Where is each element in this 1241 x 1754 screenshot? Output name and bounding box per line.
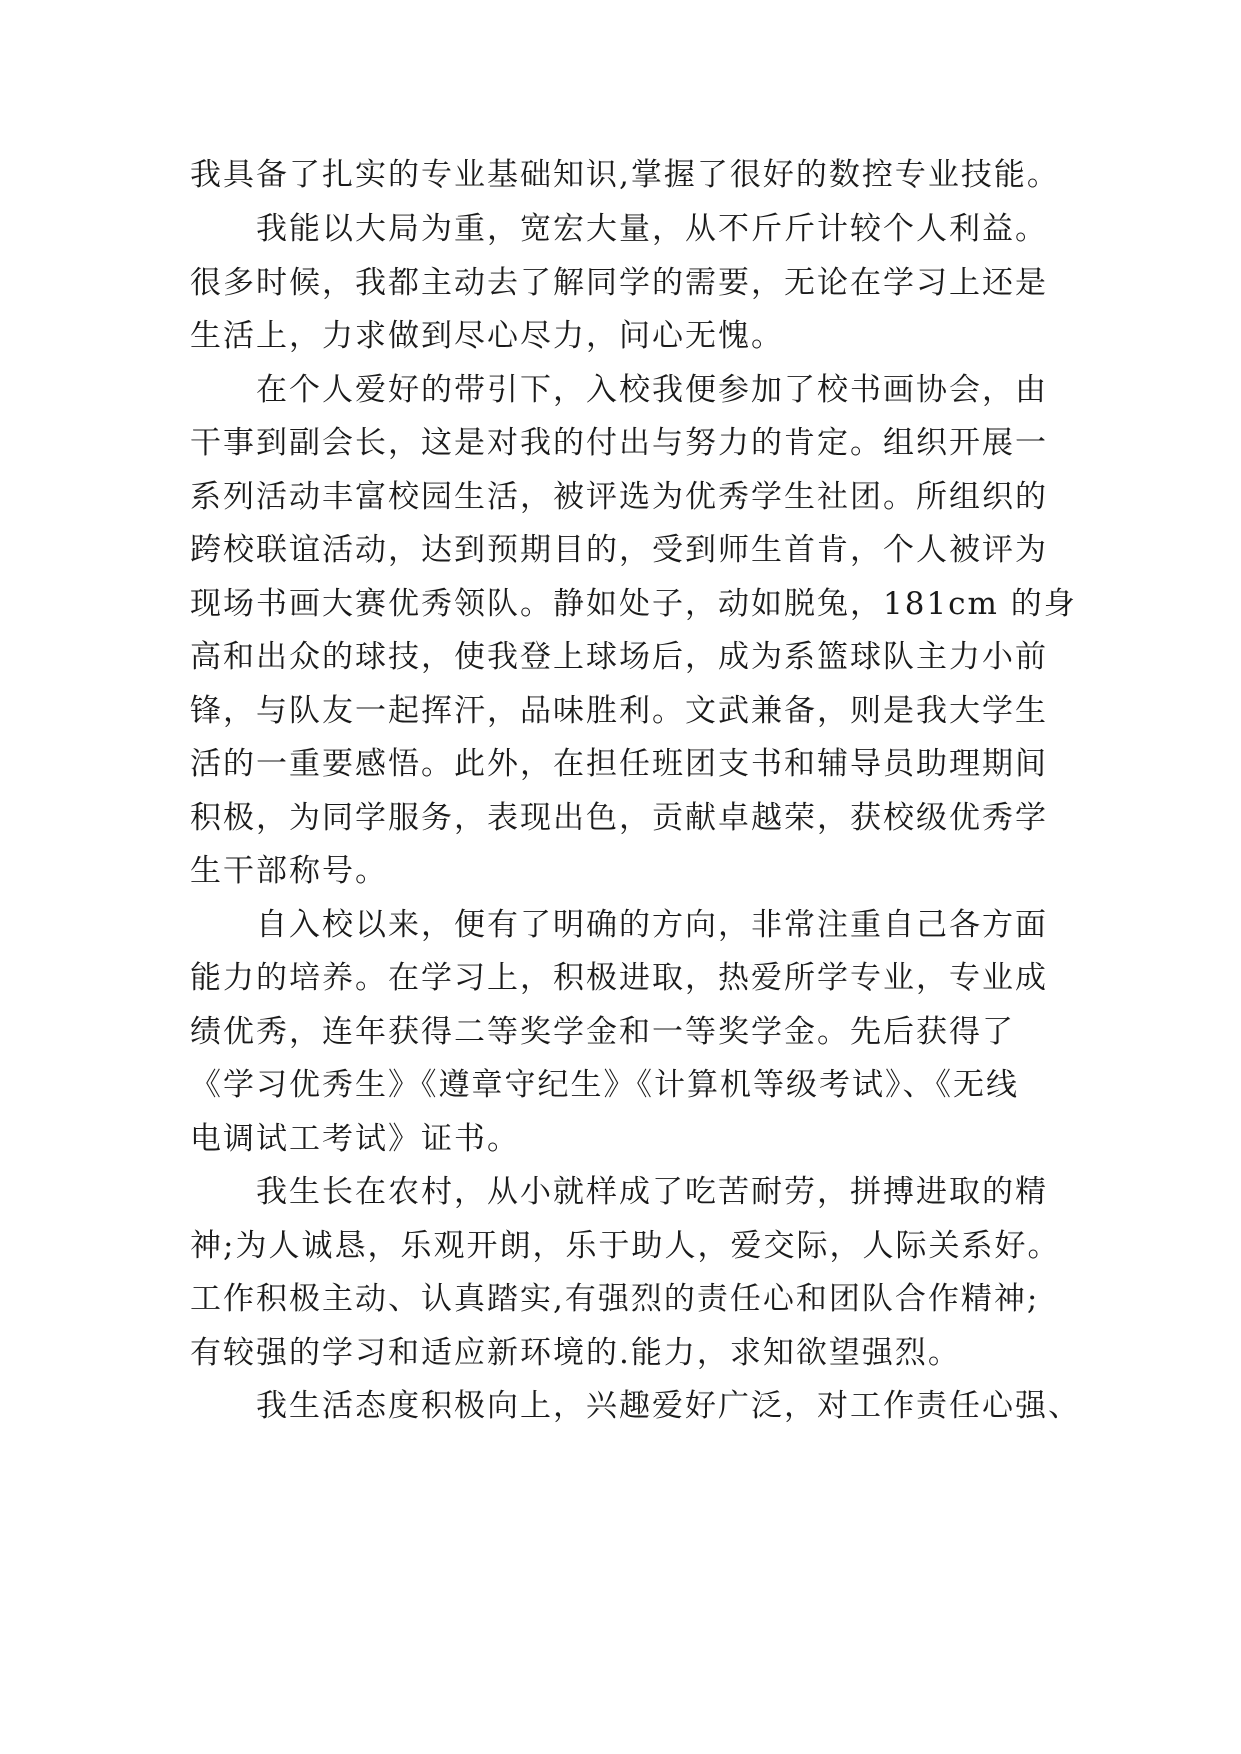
text-line-1: 我具备了扎实的专业基础知识,掌握了很好的数控专业技能。: [190, 157, 1060, 193]
text-line-22: 工作积极主动、认真踏实,有强烈的责任心和团队合作精神;: [190, 1281, 1040, 1317]
text-line-7: 系列活动丰富校园生活，被评选为优秀学生社团。所组织的: [190, 479, 1048, 515]
text-line-17: 绩优秀，连年获得二等奖学金和一等奖学金。先后获得了: [190, 1014, 1015, 1050]
text-line-8: 跨校联谊活动，达到预期目的，受到师生首肯，个人被评为: [190, 532, 1048, 568]
text-line-21: 神;为人诚恳，乐观开朗，乐于助人，爱交际，人际关系好。: [190, 1228, 1061, 1264]
text-line-15: 自入校以来，便有了明确的方向，非常注重自己各方面: [190, 907, 1048, 943]
text-line-13: 积极，为同学服务，表现出色，贡献卓越荣，获校级优秀学: [190, 800, 1048, 836]
text-line-2: 我能以大局为重，宽宏大量，从不斤斤计较个人利益。: [190, 211, 1048, 247]
text-line-20: 我生长在农村，从小就样成了吃苦耐劳，拼搏进取的精: [190, 1174, 1048, 1210]
text-line-23: 有较强的学习和适应新环境的.能力，求知欲望强烈。: [190, 1335, 961, 1371]
text-line-5: 在个人爱好的带引下，入校我便参加了校书画协会，由: [190, 372, 1048, 408]
text-line-10: 高和出众的球技，使我登上球场后，成为系篮球队主力小前: [190, 639, 1048, 675]
text-line-3: 很多时候，我都主动去了解同学的需要，无论在学习上还是: [190, 265, 1048, 301]
text-line-19: 电调试工考试》证书。: [190, 1121, 520, 1157]
text-line-9: 现场书画大赛优秀领队。静如处子，动如脱兔，181cm 的身: [190, 586, 1077, 622]
text-line-14: 生干部称号。: [190, 853, 388, 889]
text-line-11: 锋，与队友一起挥汗，品味胜利。文武兼备，则是我大学生: [190, 693, 1048, 729]
text-line-16: 能力的培养。在学习上，积极进取，热爱所学专业，专业成: [190, 960, 1048, 996]
text-line-4: 生活上，力求做到尽心尽力，问心无愧。: [190, 318, 784, 354]
text-line-24: 我生活态度积极向上，兴趣爱好广泛，对工作责任心强、: [190, 1388, 1081, 1424]
text-line-6: 干事到副会长，这是对我的付出与努力的肯定。组织开展一: [190, 425, 1048, 461]
text-line-18: 《学习优秀生》《遵章守纪生》《计算机等级考试》、《无线: [190, 1067, 1019, 1103]
text-line-12: 活的一重要感悟。此外，在担任班团支书和辅导员助理期间: [190, 746, 1048, 782]
